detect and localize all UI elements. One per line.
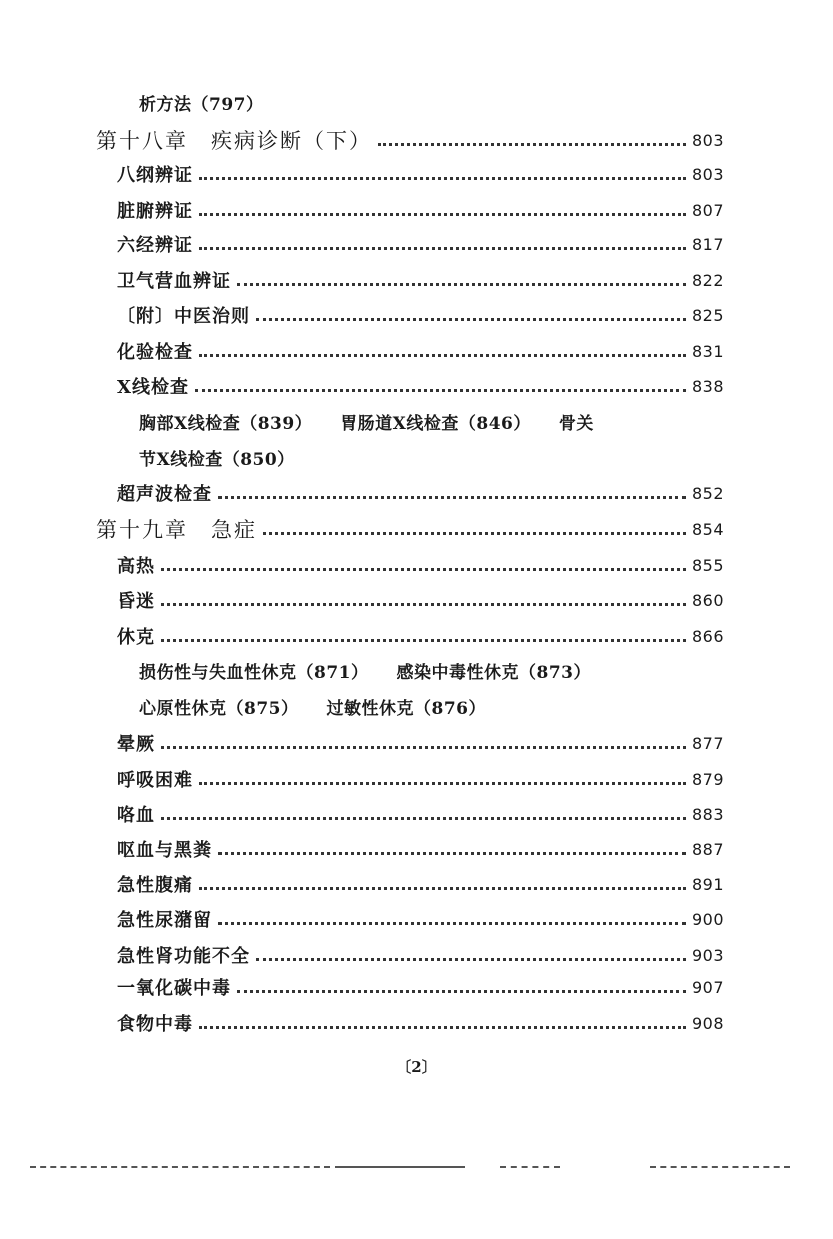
shock-sub-line-2 xyxy=(139,691,514,721)
leader-dots xyxy=(161,817,686,820)
leader-dots xyxy=(237,283,686,286)
toc-entry xyxy=(117,764,724,794)
toc-entry xyxy=(117,195,724,225)
continuation-text: 析方法（797） xyxy=(139,94,264,115)
entry-page: 877 xyxy=(691,733,724,753)
entry-title: 急性肾功能不全 xyxy=(117,946,250,967)
chapter-19-row xyxy=(96,514,724,544)
sub-entry: 损伤性与失血性休克（871） xyxy=(139,662,369,683)
leader-dots xyxy=(199,782,686,785)
continuation-line xyxy=(139,87,292,117)
entry-page: 825 xyxy=(691,305,724,325)
sub-entry: 胃肠道X线检查（846） xyxy=(340,413,531,434)
toc-entry xyxy=(117,728,724,758)
entry-title: 食物中毒 xyxy=(117,1014,193,1035)
toc-entry xyxy=(117,585,724,615)
entry-title: 高热 xyxy=(117,556,155,577)
entry-page: 891 xyxy=(691,874,724,894)
leader-dots xyxy=(218,852,686,855)
sub-entry: 骨关 xyxy=(558,413,594,434)
entry-page: 855 xyxy=(691,555,724,575)
entry-title: 咯血 xyxy=(117,805,155,826)
xray-sub-line-1 xyxy=(139,406,622,436)
leader-dots xyxy=(218,922,686,925)
toc-entry xyxy=(117,336,724,366)
leader-dots xyxy=(161,603,686,606)
leader-dots xyxy=(256,318,686,321)
chapter-19-page: 854 xyxy=(691,519,724,539)
entry-page: 803 xyxy=(691,164,724,184)
entry-page: 822 xyxy=(691,270,724,290)
sub-entry: 感染中毒性休克（873） xyxy=(396,662,591,683)
toc-entry xyxy=(117,799,724,829)
leader-dots xyxy=(263,532,686,535)
leader-dots xyxy=(161,568,686,571)
entry-title: 〔附〕中医治则 xyxy=(117,306,250,327)
entry-title: X线检查 xyxy=(117,377,189,398)
leader-dots xyxy=(199,887,686,890)
leader-dots xyxy=(256,958,686,961)
page-number-footer: 〔2〕 xyxy=(396,1058,437,1076)
entry-title: 化验检查 xyxy=(117,342,193,363)
leader-dots xyxy=(237,990,686,993)
entry-page: 866 xyxy=(691,626,724,646)
toc-entry xyxy=(117,371,724,401)
entry-title: 八纲辨证 xyxy=(117,165,193,186)
sub-entry: 心原性休克（875） xyxy=(139,698,299,719)
leader-dots xyxy=(199,213,686,216)
toc-entry xyxy=(117,159,724,189)
entry-page: 831 xyxy=(691,341,724,361)
chapter-18-row xyxy=(96,125,724,155)
entry-page: 900 xyxy=(691,909,724,929)
sub-entry: 节X线检查（850） xyxy=(139,449,295,470)
leader-dots xyxy=(378,143,686,146)
entry-title: 脏腑辨证 xyxy=(117,201,193,222)
entry-title: 六经辨证 xyxy=(117,235,193,256)
entry-title: 呼吸困难 xyxy=(117,770,193,791)
entry-title: 急性尿潴留 xyxy=(117,910,212,931)
entry-title: 超声波检查 xyxy=(117,484,212,505)
toc-entry xyxy=(117,834,724,864)
scan-edge-line xyxy=(335,1166,465,1168)
toc-entry xyxy=(117,869,724,899)
scan-edge-line xyxy=(650,1166,790,1168)
leader-dots xyxy=(199,1026,686,1029)
toc-entry xyxy=(117,940,724,970)
leader-dots xyxy=(218,496,686,499)
entry-title: 卫气营血辨证 xyxy=(117,271,231,292)
entry-title: 休克 xyxy=(117,627,155,648)
shock-sub-line-1 xyxy=(139,655,619,685)
leader-dots xyxy=(161,639,686,642)
leader-dots xyxy=(199,177,686,180)
leader-dots xyxy=(161,746,686,749)
leader-dots xyxy=(199,354,686,357)
toc-entry xyxy=(117,1008,724,1038)
entry-page: 887 xyxy=(691,839,724,859)
entry-page: 852 xyxy=(691,483,724,503)
toc-entry xyxy=(117,621,724,651)
entry-title: 昏迷 xyxy=(117,591,155,612)
entry-page: 879 xyxy=(691,769,724,789)
entry-page: 860 xyxy=(691,590,724,610)
toc-entry xyxy=(117,229,724,259)
entry-page: 907 xyxy=(691,977,724,997)
chapter-18-title: 第十八章 疾病诊断（下） xyxy=(96,129,372,153)
scan-edge-line xyxy=(30,1166,330,1168)
entry-page: 817 xyxy=(691,234,724,254)
entry-page: 838 xyxy=(691,376,724,396)
leader-dots xyxy=(199,247,686,250)
chapter-18-page: 803 xyxy=(691,130,724,150)
toc-entry xyxy=(117,550,724,580)
entry-page: 883 xyxy=(691,804,724,824)
sub-entry: 过敏性休克（876） xyxy=(326,698,486,719)
scan-edge-line xyxy=(500,1166,560,1168)
sub-entry: 胸部X线检查（839） xyxy=(139,413,313,434)
chapter-19-title: 第十九章 急症 xyxy=(96,518,257,542)
toc-entry xyxy=(117,300,724,330)
toc-entry xyxy=(117,478,724,508)
entry-title: 一氧化碳中毒 xyxy=(117,978,231,999)
toc-entry xyxy=(117,904,724,934)
entry-page: 903 xyxy=(691,945,724,965)
entry-title: 急性腹痛 xyxy=(117,875,193,896)
entry-title: 呕血与黑粪 xyxy=(117,840,212,861)
toc-entry xyxy=(117,265,724,295)
entry-page: 908 xyxy=(691,1013,724,1033)
entry-page: 807 xyxy=(691,200,724,220)
toc-entry xyxy=(117,972,724,1002)
xray-sub-line-2 xyxy=(139,442,323,472)
entry-title: 晕厥 xyxy=(117,734,155,755)
leader-dots xyxy=(195,389,686,392)
